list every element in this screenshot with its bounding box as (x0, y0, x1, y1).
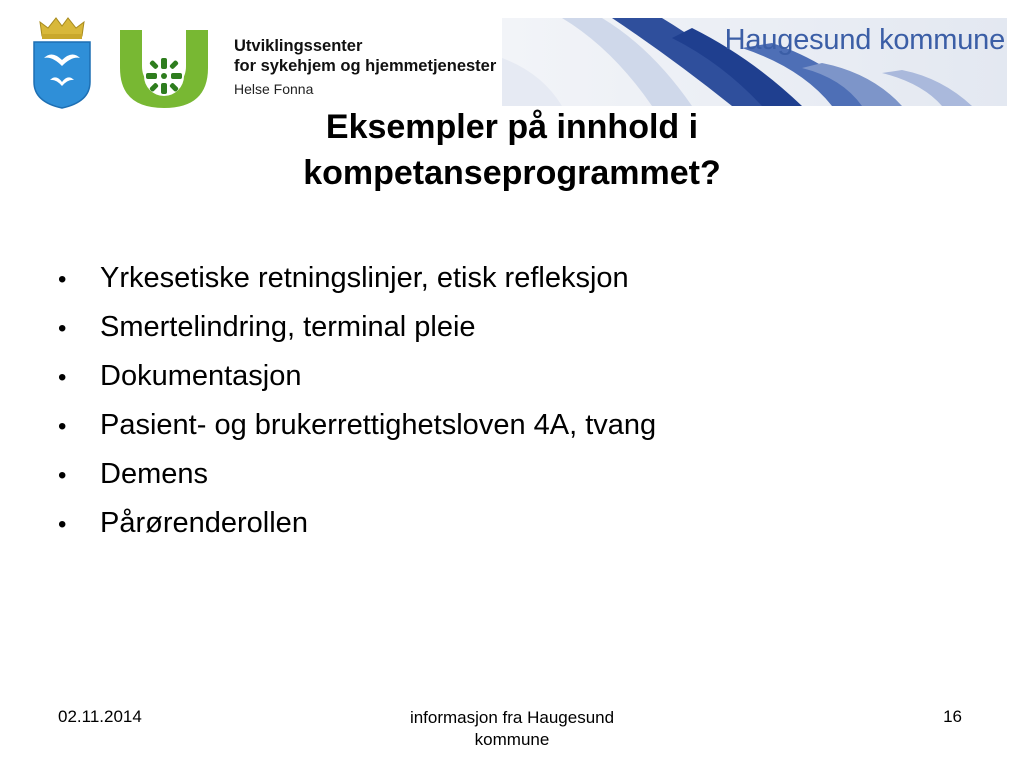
bullet-item (58, 458, 656, 507)
bullet-text: Pårørenderollen (100, 507, 308, 539)
bullet-text: Smertelindring, terminal pleie (100, 311, 476, 343)
bullet-item (58, 360, 656, 409)
haugesund-banner (502, 18, 1007, 106)
uss-subtitle: Helse Fonna (234, 81, 314, 97)
bullet-item (58, 262, 656, 311)
bullet-dot: • (58, 315, 67, 342)
bullet-item (58, 311, 656, 360)
haugesund-crest-logo (30, 14, 94, 110)
banner-title: Haugesund kommune (724, 24, 1005, 56)
bullet-text: Demens (100, 458, 208, 490)
utviklingssenter-text (234, 36, 504, 99)
utviklingssenter-logo (118, 26, 210, 110)
bullet-item (58, 507, 656, 556)
slide-title (200, 104, 824, 196)
footer-date: 02.11.2014 (58, 707, 142, 726)
bullet-list (58, 262, 656, 556)
bullet-dot: • (58, 413, 67, 440)
title-line-2: kompetanseprogrammet? (303, 154, 721, 192)
bullet-dot: • (58, 266, 67, 293)
uss-line-2: for sykehjem og hjemmetjenester (234, 57, 497, 75)
bullet-text: Pasient- og brukerrettighetsloven 4A, tvang (100, 409, 657, 441)
page-number: 16 (943, 707, 962, 726)
uss-line-1: Utviklingssenter (234, 37, 363, 55)
bullet-dot: • (58, 462, 67, 489)
footer-source-line-1: informasjon fra Haugesund (409, 708, 615, 727)
footer-source (372, 707, 652, 751)
bullet-item (58, 409, 656, 458)
bullet-dot: • (58, 511, 67, 538)
bullet-text: Dokumentasjon (100, 360, 302, 392)
bullet-text: Yrkesetiske retningslinjer, etisk refleksjon (100, 262, 629, 294)
footer-source-line-2: kommune (474, 730, 550, 749)
bullet-dot: • (58, 364, 67, 391)
title-line-1: Eksempler på innhold i (325, 108, 699, 146)
